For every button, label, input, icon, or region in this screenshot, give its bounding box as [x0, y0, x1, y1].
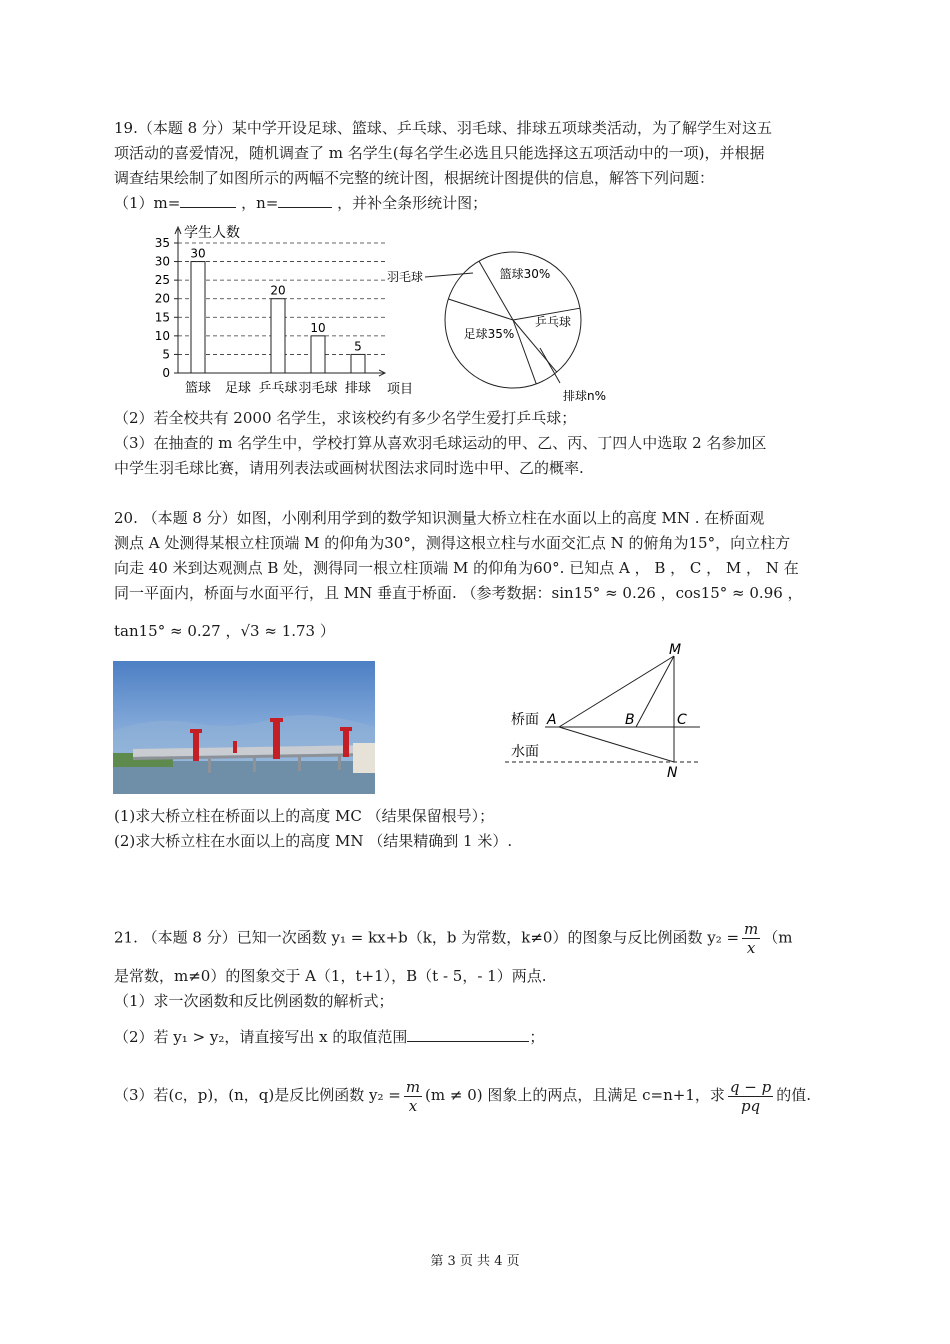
fraction-m-over-x	[742, 920, 760, 957]
q19-part1	[114, 191, 487, 215]
bar-value-label: 10	[310, 320, 326, 335]
q21-part2	[114, 1025, 544, 1049]
q20-sub1: (1)求大桥立柱在桥面以上的高度 MC （结果保留根号）；	[114, 807, 495, 825]
answer-blank-n[interactable]	[278, 193, 332, 208]
label-bridge: 桥面	[511, 712, 539, 728]
fraction-denominator: pq	[740, 1096, 761, 1115]
label-B: B	[625, 712, 635, 728]
fraction-m-over-x-2	[404, 1078, 422, 1115]
segment-AN	[559, 727, 674, 762]
x-category-label: 羽毛球	[298, 381, 338, 396]
x-category-label: 排球	[344, 381, 372, 396]
bar-value-label: 30	[190, 246, 206, 261]
x-category-label: 篮球	[184, 381, 212, 396]
segment-BM	[636, 656, 674, 727]
pie-chart	[385, 240, 625, 410]
bar-value-label: 20	[270, 283, 286, 298]
y-tick-label: 0	[162, 366, 170, 380]
q19-part2: （2）若全校共有 2000 名学生，求该校约有多少名学生爱打乒乓球；	[114, 409, 577, 427]
q21-part3-end: 的值.	[776, 1086, 811, 1104]
bar	[271, 299, 285, 373]
q21-part3-mid: (m ≠ 0) 图象上的两点，且满足 c=n+1，求	[425, 1086, 725, 1104]
fraction-numerator: q − p	[729, 1077, 772, 1096]
label-C: C	[677, 712, 687, 728]
q21-part2-end: ；	[529, 1028, 545, 1046]
q19-line2: 项活动的喜爱情况，随机调查了 m 名学生(每名学生必选且只能选择这五项活动中的一项)，并根据	[114, 144, 765, 162]
bar	[311, 336, 325, 373]
pie-slice-label: 乒乓球	[534, 315, 572, 329]
bar-value-label: 5	[354, 339, 362, 354]
y-tick-label: 25	[154, 273, 170, 288]
fraction-numerator: m	[405, 1077, 421, 1096]
q21-part1: （1）求一次函数和反比例函数的解析式；	[114, 992, 394, 1010]
q19-part3-a: （3）在抽查的 m 名学生中，学校打算从喜欢羽毛球运动的甲、乙、丙、丁四人中选取 2 名参加区	[114, 434, 767, 452]
fraction-numerator: m	[744, 920, 759, 938]
y-axis-title: 学生人数	[184, 225, 240, 241]
geometry-diagram	[505, 640, 715, 785]
pie-slice-label: 羽毛球	[387, 270, 424, 284]
fraction-denominator: x	[746, 939, 756, 957]
q20-line1: 20. （本题 8 分）如图，小刚利用学到的数学知识测量大桥立柱在水面以上的高度 MN . 在桥面观	[114, 509, 765, 527]
y-tick-label: 10	[154, 328, 170, 343]
pie-slice-label: 足球35%	[463, 327, 515, 341]
fraction-q-minus-p-over-pq	[728, 1078, 773, 1115]
y-tick-label: 35	[154, 236, 170, 250]
x-axis-title: 项目	[387, 382, 414, 397]
answer-blank-m[interactable]	[180, 193, 236, 208]
q20-line4: 同一平面内，桥面与水面平行，且 MN 垂直于桥面. （参考数据：sin15° ≈ 0.26 ，cos15° ≈ 0.96 ，	[114, 584, 803, 602]
q19-part1-m: （1）m=	[114, 194, 181, 212]
label-N: N	[667, 765, 678, 781]
pie-slice-label: 篮球30%	[499, 267, 551, 281]
q19-part3-b: 中学生羽毛球比赛，请用列表法或画树状图法求同时选中甲、乙的概率.	[114, 459, 584, 477]
q20-line5: tan15° ≈ 0.27 ，√3 ≈ 1.73 ）	[114, 622, 335, 640]
x-category-label: 足球	[224, 381, 252, 396]
fraction-denominator: x	[408, 1096, 418, 1115]
label-A: A	[547, 712, 557, 728]
q21-line1-end: （m	[763, 928, 793, 947]
q21-part3	[114, 1076, 811, 1115]
q21-line1	[114, 920, 793, 957]
label-water: 水面	[511, 744, 539, 760]
y-tick-label: 20	[154, 291, 170, 306]
q19-part1-n: ，n=	[241, 194, 279, 212]
q21-part3-text: （3）若(c，p)，(n，q)是反比例函数 y₂ =	[114, 1086, 401, 1104]
y-tick-label: 30	[154, 254, 170, 269]
q20-sub2: (2)求大桥立柱在水面以上的高度 MN （结果精确到 1 米）.	[114, 832, 513, 850]
label-M: M	[669, 642, 682, 658]
segment-AM	[559, 656, 674, 727]
bar	[351, 354, 365, 373]
pie-slice-label: 排球n%	[563, 389, 607, 403]
page-footer: 第 3 页 共 4 页	[430, 1254, 520, 1269]
y-tick-label: 15	[154, 310, 170, 325]
q19-part1-end: ，并补全条形统计图；	[337, 194, 488, 212]
q19-line1: 19.（本题 8 分）某中学开设足球、篮球、乒乓球、羽毛球、排球五项球类活动，为了解学生对这五	[114, 119, 772, 137]
q20-line2: 测点 A 处测得某根立柱顶端 M 的仰角为30°，测得这根立柱与水面交汇点 N 的俯角为15°，向立柱方	[114, 534, 791, 552]
q21-line2: 是常数，m≠0）的图象交于 A（1，t+1），B（t - 5，- 1）两点.	[114, 967, 547, 985]
y-tick-label: 5	[162, 347, 170, 362]
q21-part2-text: （2）若 y₁ > y₂，请直接写出 x 的取值范围	[114, 1028, 408, 1046]
q21-line1-text: 21. （本题 8 分）已知一次函数 y₁ = kx+b（k，b 为常数，k≠0）的图象与反比例函数 y₂ =	[114, 928, 740, 947]
bar	[191, 262, 205, 373]
q20-line3: 向走 40 米到达观测点 B 处，测得同一根立柱顶端 M 的仰角为60°. 已知点 A ， B ， C ， M ， N 在	[114, 559, 799, 577]
q19-line3: 调查结果绘制了如图所示的两幅不完整的统计图，根据统计图提供的信息，解答下列问题：	[114, 169, 715, 187]
bridge-photo	[113, 661, 375, 794]
x-category-label: 乒乓球	[258, 381, 298, 396]
answer-blank-x-range[interactable]	[407, 1027, 529, 1042]
